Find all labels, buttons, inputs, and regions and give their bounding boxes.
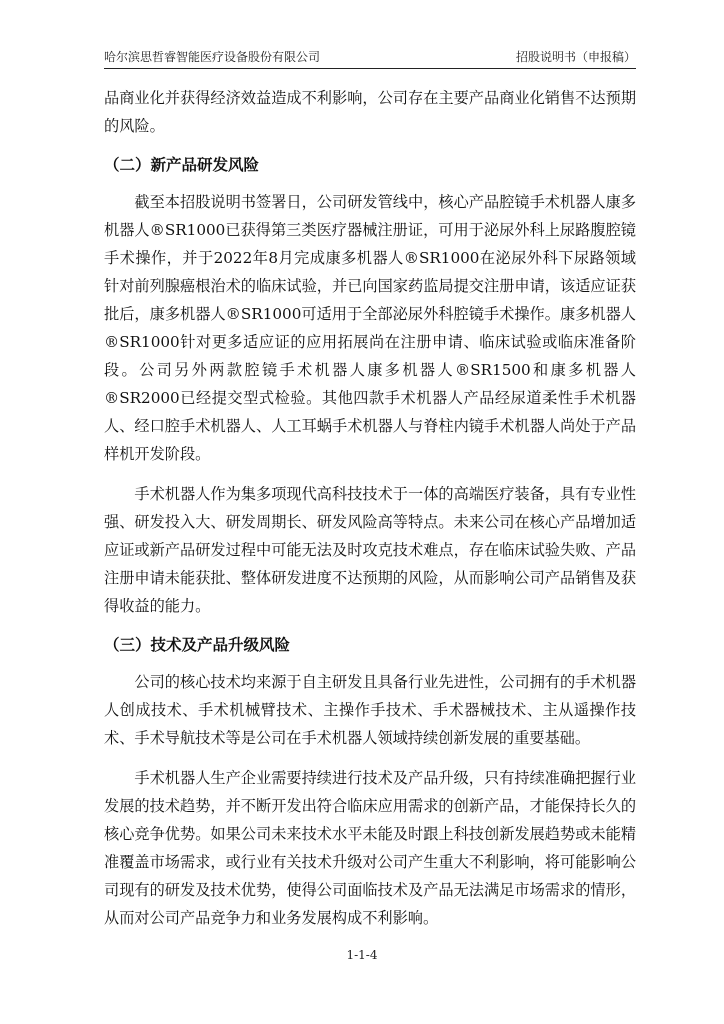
paragraph-rd-risk: 手术机器人作为集多项现代高科技技术于一体的高端医疗装备，具有专业性强、研发投入大、研发周期长、研发风险高等特点。未来公司在核心产品增加适应证或新产品研发过程中可能无法及时攻克技术难点，存在临床试验失败、产品注册申请未能获批、整体研发进度不达预期的风险，从而影响公司产品销售及获得收益的能力。 xyxy=(104,485,636,615)
header-divider xyxy=(104,68,636,69)
section-heading-new-product-risk: （二）新产品研发风险 xyxy=(104,156,260,174)
paragraph-core-tech: 公司的核心技术均来源于自主研发且具备行业先进性，公司拥有的手术机器人创成技术、手术机械臂技术、主操作手技术、手术器械技术、主从遥操作技术、手术导航技术等是公司在手术机器人领域持续创新发展的重要基础。 xyxy=(104,673,636,747)
page-number: 1-1-4 xyxy=(346,948,378,962)
section-heading-tech-upgrade-risk: （三）技术及产品升级风险 xyxy=(104,636,291,654)
header-company: 哈尔滨思哲睿智能医疗设备股份有限公司 xyxy=(104,50,321,64)
page-header xyxy=(104,48,636,70)
paragraph-continued: 品商业化并获得经济效益造成不利影响，公司存在主要产品商业化销售不达预期的风险。 xyxy=(104,89,636,135)
paragraph-upgrade-risk: 手术机器人生产企业需要持续进行技术及产品升级，只有持续准确把握行业发展的技术趋势，并不断开发出符合临床应用需求的创新产品，才能保持长久的核心竞争优势。如果公司未来技术水平未能及时跟上科技创新发展趋势或未能精准覆盖市场需求，或行业有关技术升级对公司产生重大不利影响，将可能影响公司现有的研发及技术优势，使得公司面临技术及产品无法满足市场需求的情形，从而对公司产品竞争力和业务发展构成不利影响。 xyxy=(104,769,636,927)
header-doc-title: 招股说明书（申报稿） xyxy=(515,50,636,64)
document-body xyxy=(104,84,636,932)
paragraph-pipeline: 截至本招股说明书签署日，公司研发管线中，核心产品腔镜手术机器人康多机器人®SR1000已获得第三类医疗器械注册证，可用于泌尿外科上尿路腹腔镜手术操作，并于2022年8月完成康多机器人®SR1000在泌尿外科下尿路领域针对前列腺癌根治术的临床试验，并已向国家药监局提交注册申请，该适应证获批后，康多机器人®SR1000可适用于全部泌尿外科腔镜手术操作。康多机器人®SR1000针对更多适应证的应用拓展尚在注册申请、临床试验或临床准备阶段。公司另外两款腔镜手术机器人康多机器人®SR1500和康多机器人®SR2000已经提交型式检验。其他四款手术机器人产品经尿道柔性手术机器人、经口腔手术机器人、人工耳蜗手术机器人与脊柱内镜手术机器人尚处于产品样机开发阶段。 xyxy=(104,193,636,463)
